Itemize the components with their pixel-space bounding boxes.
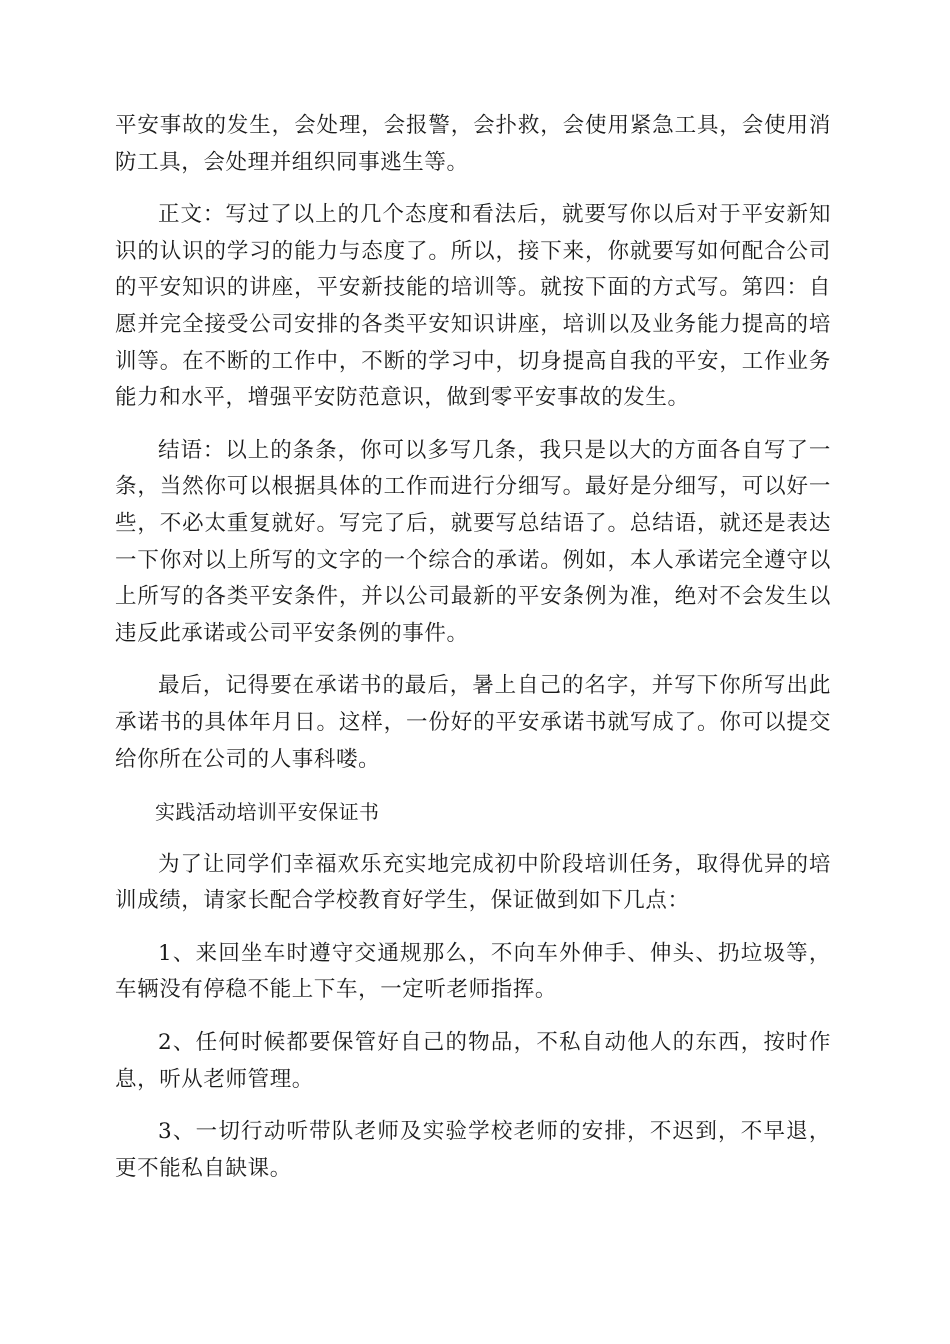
list-item-1: 1、来回坐车时遵守交通规那么，不向车外伸手、伸头、扔垃圾等，车辆没有停稳不能上下车，一定听老师指挥。 — [115, 940, 831, 1003]
paragraph-conclusion: 结语：以上的条条，你可以多写几条，我只是以大的方面各自写了一条，当然你可以根据具体的工作而进行分细写。最好是分细写，可以好一些，不必太重复就好。写完了后，就要写总结语了。总结语，就还是表达一下你对以上所写的文字的一个综合的承诺。例如，本人承诺完全遵守以上所写的各类平安条件，并以公司最新的平安条例为准，绝对不会发生以违反此承诺或公司平安条例的事件。 — [115, 437, 831, 646]
paragraph-final: 最后，记得要在承诺书的最后，暑上自己的名字，并写下你所写出此承诺书的具体年月日。这样，一份好的平安承诺书就写成了。你可以提交给你所在公司的人事科喽。 — [115, 673, 831, 772]
paragraph-continuation: 平安事故的发生，会处理，会报警，会扑救，会使用紧急工具，会使用消防工具，会处理并组织同事逃生等。 — [115, 113, 831, 175]
document-page — [115, 108, 831, 1203]
section-heading: 实践活动培训平安保证书 — [155, 800, 380, 825]
paragraph-intro: 为了让同学们幸福欢乐充实地完成初中阶段培训任务，取得优异的培训成绩，请家长配合学校教育好学生，保证做到如下几点： — [115, 851, 831, 914]
list-item-2: 2、任何时候都要保管好自己的物品，不私自动他人的东西，按时作息，听从老师管理。 — [115, 1030, 831, 1092]
paragraph-body: 正文：写过了以上的几个态度和看法后，就要写你以后对于平安新知识的认识的学习的能力与态度了。所以，接下来，你就要写如何配合公司的平安知识的讲座，平安新技能的培训等。就按下面的方式写。第四：自愿并完全接受公司安排的各类平安知识讲座，培训以及业务能力提高的培训等。在不断的工作中，不断的学习中，切身提高自我的平安，工作业务能力和水平，增强平安防范意识，做到零平安事故的发生。 — [115, 202, 831, 411]
list-item-3: 3、一切行动听带队老师及实验学校老师的安排，不迟到，不早退，更不能私自缺课。 — [115, 1119, 831, 1181]
